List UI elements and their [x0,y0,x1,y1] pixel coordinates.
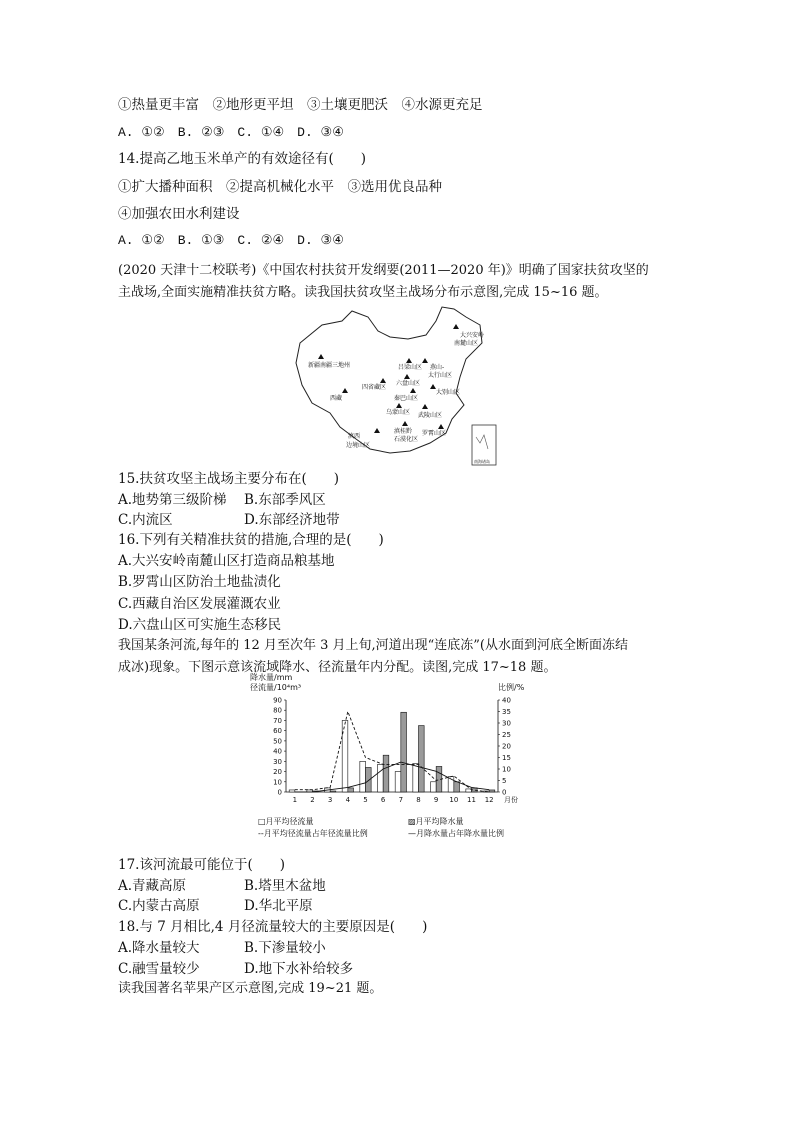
x-tick-label: 10 [449,796,459,804]
y-right-tick-label: 0 [502,788,507,797]
map-label: 南麓山区 [454,340,479,347]
x-tick-label: 12 [484,796,494,804]
q17-option-c: C.内蒙古高原 [118,898,200,914]
y-left-label-1: 降水量/mm [250,673,293,682]
x-tick-label: 4 [345,796,351,804]
q15-option-b: B.东部季风区 [244,492,326,508]
y-right-tick-label: 20 [502,742,511,751]
q14-stem: 14.提高乙地玉米单产的有效途径有( ) [118,151,367,167]
map-label: 新疆南疆三地州 [308,362,351,369]
q18-option-c: C.融雪量较少 [118,961,200,977]
mountain-marker [342,388,348,393]
map-label: 西藏 [330,395,343,402]
map-label: 六盘山区 [396,380,421,387]
y-left-tick-label: 90 [273,696,282,705]
y-left-tick-label: 70 [273,716,282,725]
x-axis-suffix: 月份 [504,796,518,804]
y-right-tick-label: 15 [502,754,511,762]
map-label: 四省藏区 [362,384,387,391]
q17-option-a: A.青藏高原 [118,878,187,894]
q14-items-1: ①扩大播种面积 ②提高机械化水平 ③选用优良品种 [118,179,442,195]
y-right-tick-label: 35 [502,708,511,716]
intro-1-line-2: 主战场,全面实施精准扶贫方略。读我国扶贫攻坚主战场分布示意图,完成 15~16 题。 [118,285,608,300]
mountain-marker [396,403,402,408]
y-left-tick-label: 0 [277,788,282,797]
y-left-tick-label: 50 [273,737,282,746]
q15-option-a: A.地势第三级阶梯 [118,492,227,508]
x-tick-label: 8 [416,796,421,804]
q16-option-a: A.大兴安岭南麓山区打造商品粮基地 [118,553,335,569]
mountain-marker [380,378,386,383]
q16-option-c: C.西藏自治区发展灌溉农业 [118,596,281,612]
precipitation-bar [454,782,460,792]
y-right-label: 比例/% [498,683,525,692]
outro: 读我国著名苹果产区示意图,完成 19~21 题。 [118,981,383,996]
mountain-marker [438,424,444,429]
mountain-marker [453,324,459,329]
runoff-bar [395,772,401,792]
map-label: 武陵山区 [418,412,443,419]
intro-1-line-1: (2020 天津十二校联考)《中国农村扶贫开发纲要(2011—2020 年)》明确了国家扶贫攻坚的 [118,263,649,278]
mountain-marker [406,358,412,363]
map-label: 滇桂黔 [394,428,413,435]
q16-option-d: D.六盘山区可实施生态移民 [118,617,282,633]
q17-stem: 17.该河流最可能位于( ) [118,857,286,873]
map-label: 南海诸岛 [474,459,490,464]
map-label: 燕山- [430,364,445,371]
runoff-bar [413,763,419,792]
q17-option-d: D.华北平原 [244,898,313,914]
precipitation-ratio-line [295,762,489,792]
y-right-tick-label: 30 [502,719,511,728]
runoff-bar [289,790,295,792]
map-label: 石漠化区 [394,436,419,443]
runoff-bar [378,764,384,792]
runoff-bar [360,761,366,792]
x-tick-label: 9 [433,796,439,804]
mountain-marker [410,388,416,393]
precipitation-bar [383,755,389,792]
mountain-marker [404,374,410,379]
q15-option-c: C.内流区 [118,512,173,528]
x-tick-label: 2 [310,796,315,804]
mountain-marker [402,421,408,426]
precipitation-bar [489,790,495,792]
map-label: 边境山区 [346,442,371,449]
legend-precip-ratio: —月降水量占年降水量比例 [408,829,504,838]
map-label: 乌蒙山区 [386,409,411,416]
map-label: 太行山区 [428,372,453,379]
map-label: 大别山区 [436,389,461,396]
precipitation-bar [419,726,425,792]
mountain-marker [422,358,428,363]
q16-stem: 16.下列有关精准扶贫的措施,合理的是( ) [118,532,384,548]
legend-runoff: □月平均径流量 [258,817,314,826]
x-tick-label: 1 [292,796,298,804]
mountain-marker [422,404,428,409]
y-left-tick-label: 40 [273,747,282,756]
map-label: 吕梁山区 [398,364,423,371]
mountain-marker [374,428,380,433]
runoff-ratio-line [295,712,489,793]
q15-option-d: D.东部经济地带 [244,512,340,528]
y-right-tick-label: 5 [502,777,507,785]
y-left-tick-label: 20 [273,768,282,777]
x-tick-label: 7 [398,796,404,804]
q14-items-2: ④加强农田水利建设 [118,206,240,222]
runoff-bar [431,782,437,792]
y-right-tick-label: 25 [502,731,511,739]
poverty-area-map [290,303,502,469]
map-label: 滇西 [348,433,361,440]
y-left-tick-label: 60 [273,727,282,736]
q16-option-b: B.罗霄山区防治土地盐渍化 [118,574,281,590]
q13-options: A. ①② B. ②③ C. ①④ D. ③④ [118,125,344,140]
precipitation-bar [401,712,407,792]
q18-option-b: B.下渗量较小 [244,940,326,956]
q13-items: ①热量更丰富 ②地形更平坦 ③土壤更肥沃 ④水源更充足 [118,97,483,113]
y-right-tick-label: 40 [502,696,511,705]
x-tick-label: 6 [380,796,386,804]
y-left-tick-label: 30 [273,757,282,766]
precipitation-bar [366,767,372,792]
y-left-label-2: 径流量/10⁴m³ [250,683,302,692]
intro-2-line-2: 成冰)现象。下图示意该流域降水、径流量年内分配。读图,完成 17~18 题。 [118,660,557,675]
mountain-marker [430,384,436,389]
legend-precip: ▨月平均降水量 [408,817,464,826]
x-tick-label: 5 [363,796,368,804]
q15-stem: 15.扶贫攻坚主战场主要分布在( ) [118,471,340,487]
intro-2-line-1: 我国某条河流,每年的 12 月至次年 3 月上旬,河道出现“连底冻”(从水面到河底全断面冻结 [118,638,628,653]
legend-runoff-ratio: --月平均径流量占年径流量比例 [258,829,368,838]
q17-option-b: B.塔里木盆地 [244,878,326,894]
y-left-tick-label: 10 [273,778,282,787]
precipitation-bar [348,788,354,792]
map-label: 秦巴山区 [394,395,419,402]
q18-stem: 18.与 7 月相比,4 月径流量较大的主要原因是( ) [118,919,428,935]
q18-option-a: A.降水量较大 [118,940,200,956]
q14-options: A. ①② B. ①③ C. ②④ D. ③④ [118,233,344,248]
y-right-tick-label: 10 [502,765,511,774]
map-label: 大兴安岭 [460,332,485,339]
q18-option-d: D.地下水补给较多 [244,961,354,977]
runoff-precipitation-chart [250,672,560,842]
x-tick-label: 3 [327,796,333,804]
runoff-bar [342,720,348,792]
mountain-marker [318,354,324,359]
y-left-tick-label: 80 [273,706,282,715]
x-tick-label: 11 [467,796,476,804]
precipitation-bar [330,791,336,792]
map-label: 罗霄山区 [422,430,447,437]
